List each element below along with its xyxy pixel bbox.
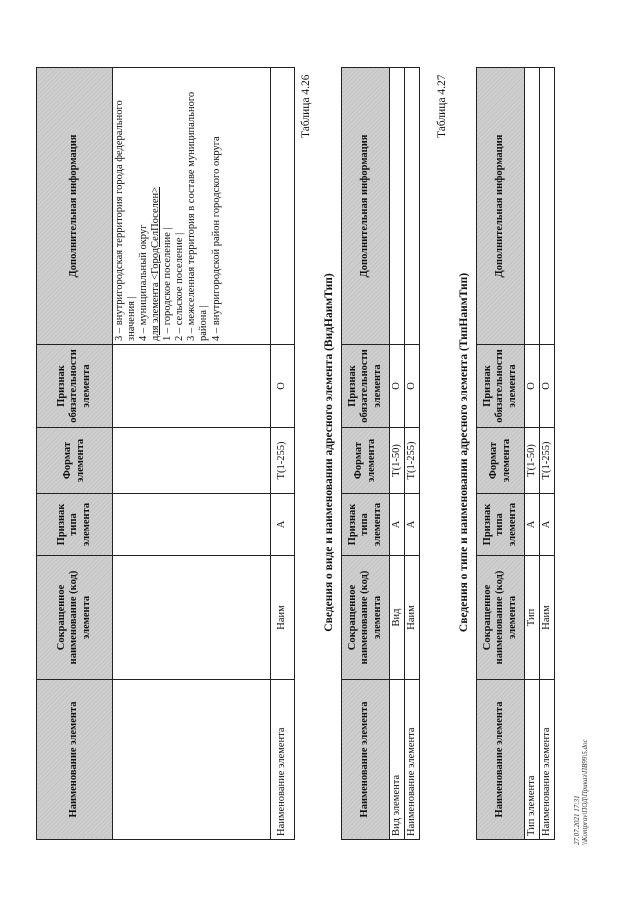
col-header-required: Признак обязательности элемента — [477, 345, 525, 428]
table-row — [540, 68, 555, 840]
cell-format: T(1-255) — [405, 428, 420, 494]
file-stamp-path: \\Kontprav\ПОД\Приказ\ПВ99\5.doc — [581, 739, 590, 845]
cell-type: А — [271, 494, 295, 556]
col-header-format: Формат элемента — [477, 428, 525, 494]
table-row — [113, 68, 271, 840]
col-header-code: Сокращенное наименование (код) элемента — [477, 556, 525, 680]
col-header-name: Наименование элемента — [477, 680, 525, 840]
cell-name: Вид элемента — [390, 680, 405, 840]
cell-required: О — [525, 345, 540, 428]
cell-format: T(1-255) — [540, 428, 555, 494]
col-header-format: Формат элемента — [342, 428, 390, 494]
cell-name: Наименование элемента — [405, 680, 420, 840]
cell-required: О — [271, 345, 295, 428]
col-header-name: Наименование элемента — [37, 680, 113, 840]
cell-required: О — [390, 345, 405, 428]
table-row — [405, 68, 420, 840]
table-label-4-26: Таблица 4.26 — [300, 74, 312, 138]
additional-info-cell — [113, 68, 271, 345]
cell-code: Наим — [540, 556, 555, 680]
cell-type: А — [525, 494, 540, 556]
table-header-row — [477, 68, 525, 840]
info-line: 2 – сельское поселение | — [174, 232, 186, 341]
cell-code: Тип — [525, 556, 540, 680]
info-line: 4 – муниципальный округ — [138, 224, 150, 341]
cell-info — [271, 68, 295, 345]
cell-code: Наим — [271, 556, 295, 680]
col-header-type: Признак типа элемента — [37, 494, 113, 556]
info-line: 3 – межселенная территория в составе муниципального района | — [186, 91, 210, 341]
cell-format: T(1-50) — [525, 428, 540, 494]
info-line: 4 – внутригородской район городского округа — [210, 136, 222, 341]
table-label-4-27: Таблица 4.27 — [436, 74, 448, 138]
cell-required: О — [405, 345, 420, 428]
cell-type: А — [405, 494, 420, 556]
table-header-row — [342, 68, 390, 840]
cell-code: Вид — [390, 556, 405, 680]
cell-info — [525, 68, 540, 345]
cell-format: T(1-255) — [271, 428, 295, 494]
table-header-row — [37, 68, 113, 840]
file-stamp-date: 27.07.2021 17:31 — [573, 795, 581, 845]
cell-code: Наим — [405, 556, 420, 680]
cell-type: А — [390, 494, 405, 556]
col-header-info: Дополнительная информация — [342, 68, 390, 345]
col-header-required: Признак обязательности элемента — [342, 345, 390, 428]
info-line: 1 – городское поселение | — [162, 227, 174, 341]
table-row — [525, 68, 540, 840]
cell-info — [405, 68, 420, 345]
col-header-name: Наименование элемента — [342, 680, 390, 840]
cell-name: Тип элемента — [525, 680, 540, 840]
cell-name: Наименование элемента — [271, 680, 295, 840]
table-row — [390, 68, 405, 840]
cell-required: О — [540, 345, 555, 428]
cell-info — [390, 68, 405, 345]
col-header-format: Формат элемента — [37, 428, 113, 494]
table-title-4-27: Сведения о типе и наименовании адресного элемента (ТипНаимТип) — [458, 272, 470, 633]
col-header-type: Признак типа элемента — [477, 494, 525, 556]
table-4-26 — [341, 67, 420, 840]
table-row — [271, 68, 295, 840]
table-continuation — [36, 67, 295, 840]
col-header-info: Дополнительная информация — [37, 68, 113, 345]
col-header-code: Сокращенное наименование (код) элемента — [342, 556, 390, 680]
col-header-info: Дополнительная информация — [477, 68, 525, 345]
info-line: 3 – внутригородская территория города федерального значения | — [114, 100, 138, 341]
table-4-27 — [476, 67, 555, 840]
col-header-required: Признак обязательности элемента — [37, 345, 113, 428]
info-line: для элемента <ГородСелПоселен> — [150, 186, 162, 341]
table-title-4-26: Сведения о виде и наименовании адресного элемента (ВидНаимТип) — [323, 273, 335, 632]
cell-name: Наименование элемента — [540, 680, 555, 840]
col-header-type: Признак типа элемента — [342, 494, 390, 556]
cell-format: T(1-50) — [390, 428, 405, 494]
file-stamp — [573, 739, 590, 845]
cell-type: А — [540, 494, 555, 556]
col-header-code: Сокращенное наименование (код) элемента — [37, 556, 113, 680]
cell-info — [540, 68, 555, 345]
